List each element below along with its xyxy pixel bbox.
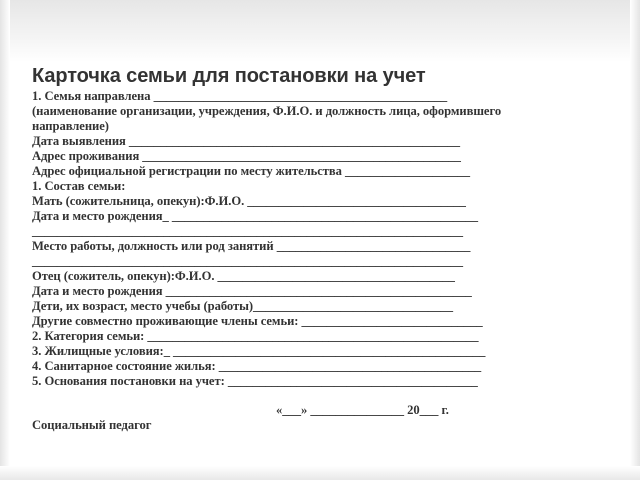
form-line: Другие совместно проживающие члены семьи: _____________________________: [32, 314, 483, 328]
form-line: Дата и место рождения _________________________________________________: [32, 284, 472, 298]
form-line: Мать (сожительница, опекун):Ф.И.О. ___________________________________: [32, 194, 466, 208]
date-line: «___» _______________ 20___ г.: [276, 403, 449, 417]
document-title: Карточка семьи для постановки на учет: [32, 65, 426, 87]
form-line: 1. Состав семьи:: [32, 179, 126, 193]
form-line: 3. Жилищные условия:_ __________________________________________________: [32, 344, 486, 358]
form-line: Адрес проживания ___________________________________________________: [32, 149, 461, 163]
form-line: 5. Основания постановки на учет: ________________________________________: [32, 374, 478, 388]
signature-label: Социальный педагог: [32, 418, 152, 432]
form-line: _____________________________________________________________________: [32, 224, 464, 238]
form-lines: [32, 89, 622, 389]
form-line: 4. Санитарное состояние жилья: __________________________________________: [32, 359, 482, 373]
form-line: направление): [32, 119, 109, 133]
form-line: Отец (сожитель, опекун):Ф.И.О. ______________________________________: [32, 269, 455, 283]
form-line: Дата выявления _____________________________________________________: [32, 134, 460, 148]
form-line: 1. Семья направлена _______________________________________________: [32, 89, 448, 103]
slide-bottom-shadow: [0, 466, 640, 480]
form-line: Адрес официальной регистрации по месту жительства ____________________: [32, 164, 470, 178]
form-line: Дети, их возраст, место учебы (работы)________________________________: [32, 299, 453, 313]
form-line: Дата и место рождения_ _________________________________________________: [32, 209, 478, 223]
slide-top-shadow: [0, 0, 640, 62]
family-card-document: [32, 64, 622, 433]
form-line: _____________________________________________________________________: [32, 254, 464, 268]
form-line: Место работы, должность или род занятий _______________________________: [32, 239, 471, 253]
form-line: 2. Категория семьи: _____________________________________________________: [32, 329, 479, 343]
slide-left-shadow: [0, 0, 10, 480]
form-line: (наименование организации, учреждения, Ф.И.О. и должность лица, оформившего: [32, 104, 502, 118]
slide-right-shadow: [630, 0, 640, 480]
